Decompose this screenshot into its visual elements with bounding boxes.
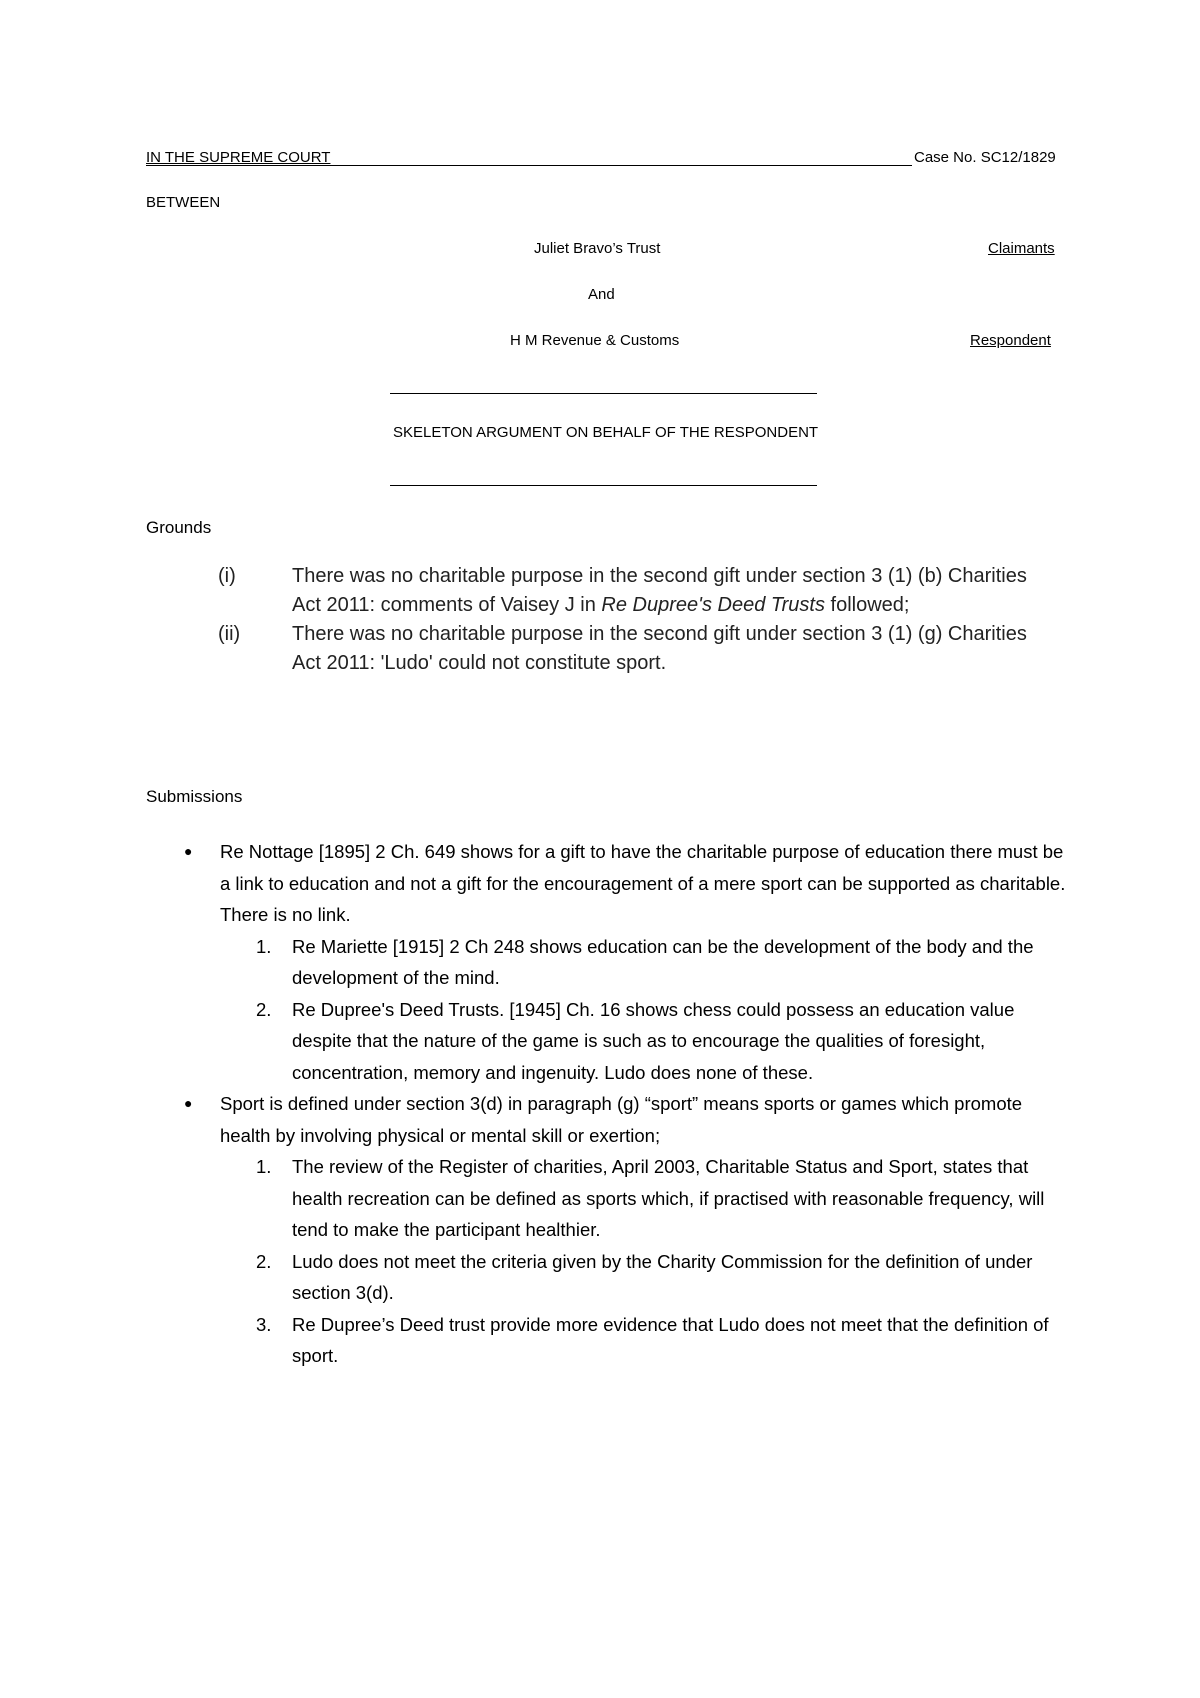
grounds-list bbox=[218, 562, 1058, 678]
submission-subitem bbox=[256, 1151, 1068, 1246]
ground-text: There was no charitable purpose in the second gift under section 3 (1) (g) Charities Act 2011: 'Ludo' could not constitute sport. bbox=[292, 623, 1027, 674]
subitem-number: 2. bbox=[256, 1250, 272, 1272]
title-rule-top bbox=[390, 393, 817, 394]
grounds-heading: Grounds bbox=[146, 518, 212, 537]
subitem-number: 2. bbox=[256, 998, 272, 1020]
and-label: And bbox=[588, 286, 615, 303]
subitem-number: 1. bbox=[256, 1156, 272, 1177]
case-citation-italic: Re Dupree's Deed Trusts bbox=[601, 594, 825, 616]
submissions-heading: Submissions bbox=[146, 787, 243, 806]
subitem-text: The review of the Register of charities, April 2003, Charitable Status and Sport, states that health recreation can be defined as sports which, if practised with reasonable frequency, will tend to make the participant healthier. bbox=[292, 1156, 1045, 1240]
respondent-role: Respondent bbox=[970, 332, 1051, 349]
ground-number: (ii) bbox=[218, 623, 241, 645]
subitem-text: Ludo does not meet the criteria given by the Charity Commission for the definition of under section 3(d). bbox=[292, 1250, 1033, 1303]
bullet-icon: ● bbox=[184, 1095, 193, 1111]
submission-bullet bbox=[178, 836, 1068, 931]
submission-bullet bbox=[178, 1088, 1068, 1151]
court-heading: IN THE SUPREME COURT bbox=[146, 149, 331, 166]
submission-text: Sport is defined under section 3(d) in paragraph (g) “sport” means sports or games which promote health by involving physical or mental skill or exertion; bbox=[220, 1093, 1023, 1146]
submission-text: Re Nottage [1895] 2 Ch. 649 shows for a gift to have the charitable purpose of education there must be a link to education and not a gift for the encouragement of a mere sport can be supported as charitable. There is no link. bbox=[220, 841, 1066, 925]
case-number: Case No. SC12/1829 bbox=[914, 149, 1056, 166]
ground-item bbox=[218, 562, 1058, 620]
subitem-number: 1. bbox=[256, 935, 272, 957]
subitem-text: Re Mariette [1915] 2 Ch 248 shows education can be the development of the body and the development of the mind. bbox=[292, 935, 1034, 988]
submission-subitem bbox=[256, 931, 1068, 994]
subitem-text: Re Dupree’s Deed trust provide more evidence that Ludo does not meet that the definition of sport. bbox=[292, 1313, 1049, 1366]
subitem-number: 3. bbox=[256, 1313, 272, 1335]
respondent-name: H M Revenue & Customs bbox=[510, 332, 680, 349]
ground-text-part: There was no charitable purpose in the second gift under section 3 (1) (b) Charities Act 2011: comments of Vaisey J in bbox=[292, 565, 1027, 616]
ground-text bbox=[292, 562, 1058, 620]
submission-subitem bbox=[256, 1246, 1068, 1309]
claimant-name: Juliet Bravo’s Trust bbox=[534, 240, 661, 257]
header-rule bbox=[146, 165, 912, 166]
ground-text-part: followed; bbox=[824, 594, 910, 616]
title-rule-bottom bbox=[390, 485, 817, 486]
ground-item bbox=[218, 620, 1058, 678]
submission-subitem bbox=[256, 1309, 1068, 1372]
document-title: SKELETON ARGUMENT ON BEHALF OF THE RESPONDENT bbox=[393, 424, 819, 441]
submissions-list bbox=[178, 836, 1068, 1372]
ground-number: (i) bbox=[218, 565, 236, 587]
between-label: BETWEEN bbox=[146, 194, 221, 211]
claimant-role: Claimants bbox=[988, 240, 1055, 257]
subitem-text: Re Dupree's Deed Trusts. [1945] Ch. 16 shows chess could possess an education value despite that the nature of the game is such as to encourage the qualities of foresight, concentration, memory and ingenuity. Ludo does none of these. bbox=[292, 998, 1015, 1083]
bullet-icon: ● bbox=[184, 843, 193, 859]
submission-subitem bbox=[256, 994, 1068, 1089]
